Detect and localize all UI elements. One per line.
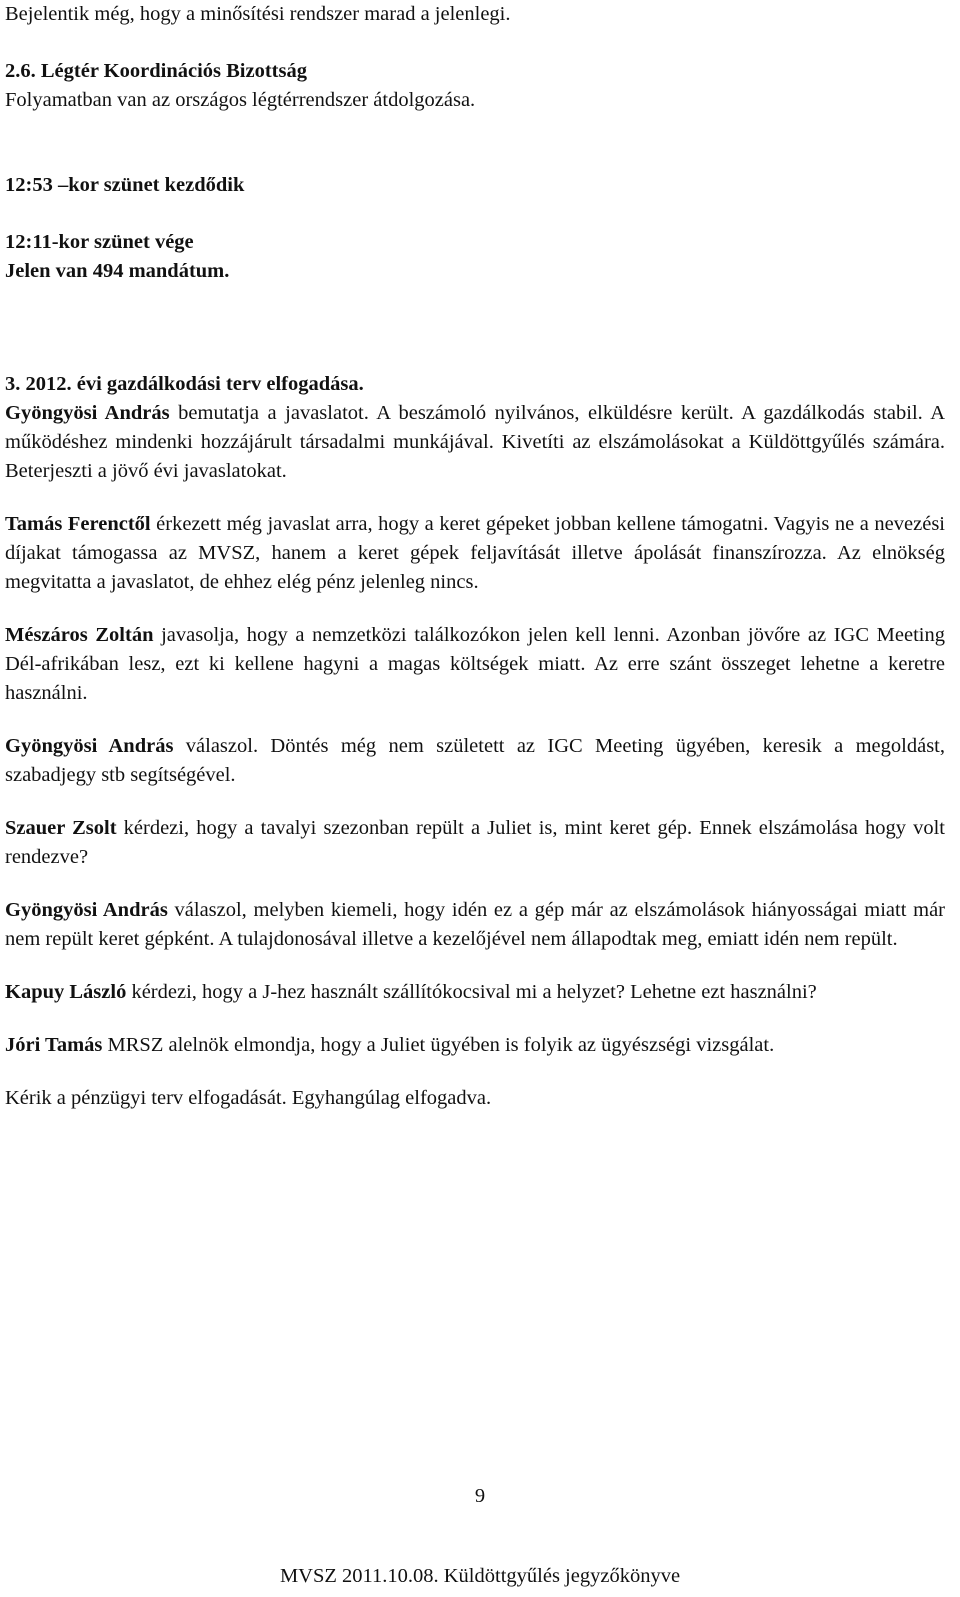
paragraph-text: kérdezi, hogy a tavalyi szezonban repült a Juliet is, mint keret gép. Ennek elszámolása hogy volt rendezve? [5,817,945,868]
paragraph-text: javasolja, hogy a nemzetközi találkozókon jelen kell lenni. Azonban jövőre az IGC Meeting Dél-afrikában lesz, ezt ki kellene hagyni a magas költségek miatt. Az erre szánt összeget lehetne a keretre használni. [5,624,945,704]
speaker-name: Tamás Ferenctől [5,513,151,535]
paragraph-8 [5,1031,945,1060]
paragraph-6 [5,896,945,954]
speaker-name: Mészáros Zoltán [5,624,154,646]
document-page [5,0,945,1113]
paragraph-7 [5,978,945,1007]
paragraph-5 [5,814,945,872]
section-3-heading: 3. 2012. évi gazdálkodási terv elfogadása. [5,373,364,395]
section-2-6-text: Folyamatban van az országos légtérrendszer átdolgozása. [5,89,476,111]
speaker-name: Szauer Zsolt [5,817,117,839]
paragraph-text: válaszol, melyben kiemeli, hogy idén ez a gép már az elszámolások hiányosságai miatt már nem repült keret gépként. A tulajdonosával illetve a kezelőjével nem állapodtak meg, emiatt idén nem repült. [5,899,945,950]
paragraph-text: MRSZ alelnök elmondja, hogy a Juliet ügyében is folyik az ügyészségi vizsgálat. [102,1034,775,1056]
intro-text: Bejelentik még, hogy a minősítési rendszer marad a jelenlegi. [5,3,511,25]
break-end-text: 12:11-kor szünet vége [5,231,194,253]
paragraph-2 [5,510,945,597]
page-footer: MVSZ 2011.10.08. Küldöttgyűlés jegyzőkönyve [279,1565,681,1587]
paragraph-9: Kérik a pénzügyi terv elfogadását. Egyhangúlag elfogadva. [5,1087,492,1109]
speaker-name: Gyöngyösi András [5,735,174,757]
paragraph-text: bemutatja a javaslatot. A beszámoló nyilvános, elküldésre került. A gazdálkodás stabil. A működéshez mindenki hozzájárult társadalmi munkájával. Kivetíti az elszámolásokat a Küldöttgyűlés számára. Beterjeszti a jövő évi javaslatokat. [5,402,946,482]
speaker-name: Jóri Tamás [5,1034,103,1056]
speaker-name: Gyöngyösi András [5,899,168,921]
speaker-name: Gyöngyösi András [5,402,170,424]
page-number: 9 [474,1485,486,1507]
paragraph-text: válaszol. Döntés még nem született az IGC Meeting ügyében, keresik a megoldást, szabadjegy stb segítségével. [5,735,946,786]
paragraph-text: érkezett még javaslat arra, hogy a keret gépeket jobban kellene támogatni. Vagyis ne a nevezési díjakat támogassa az MVSZ, hanem a keret gépek feljavítását illetve ápolását finanszírozza. Az elnökség megvitatta a javaslatot, de ehhez elég pénz jelenleg nincs. [5,513,945,593]
paragraph-1 [5,399,945,486]
section-2-6-heading: 2.6. Légtér Koordinációs Bizottság [5,60,307,82]
paragraph-4 [5,732,945,790]
paragraph-text: kérdezi, hogy a J-hez használt szállítókocsival mi a helyzet? Lehetne ezt használni? [126,981,817,1003]
present-text: Jelen van 494 mandátum. [5,260,230,282]
speaker-name: Kapuy László [5,981,127,1003]
break-start-text: 12:53 –kor szünet kezdődik [5,174,245,196]
paragraph-3 [5,621,945,708]
